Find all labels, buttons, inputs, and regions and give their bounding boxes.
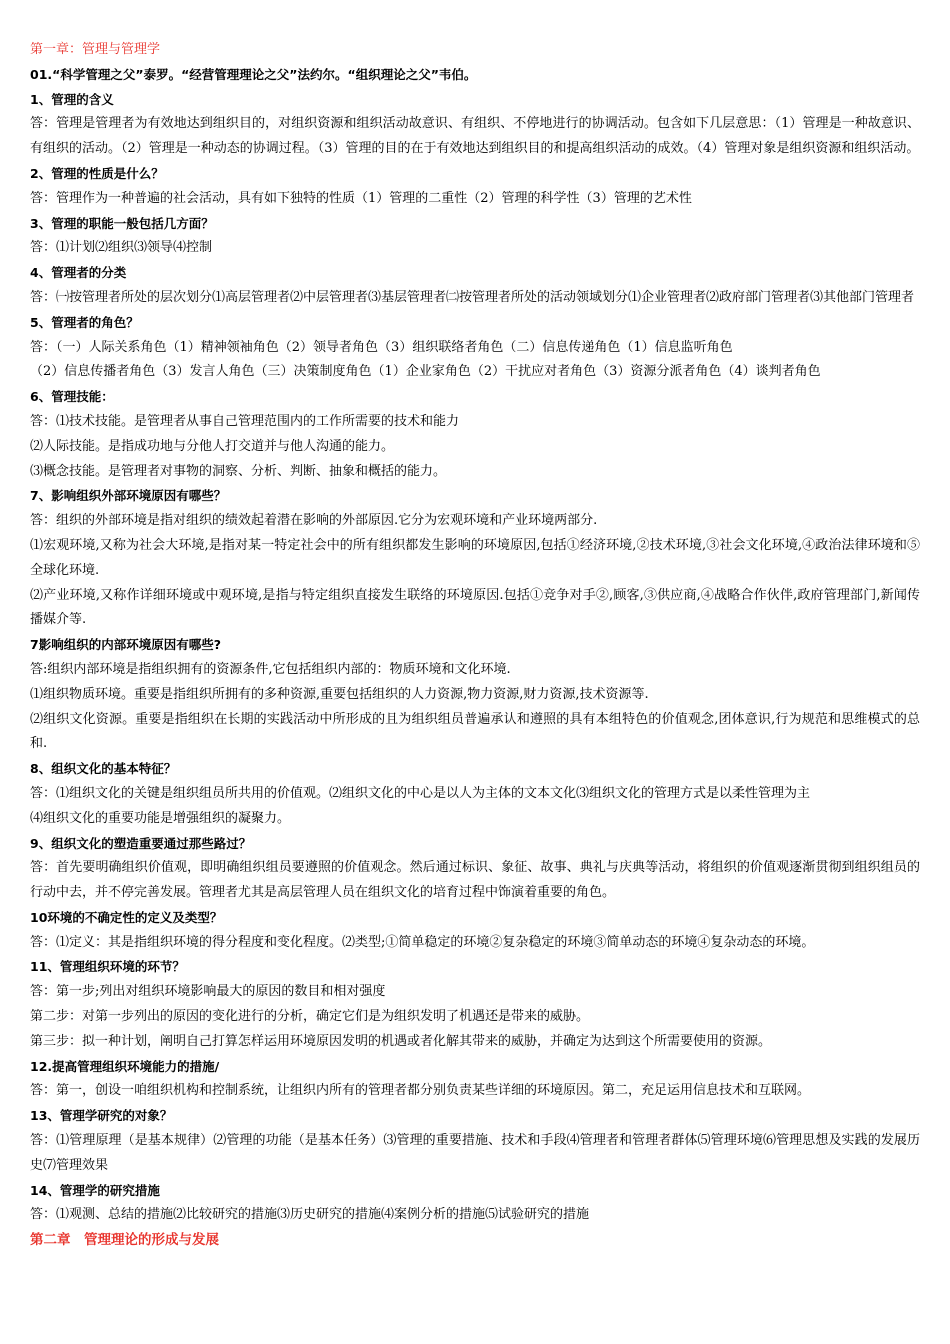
question-heading: 3、管理的职能一般包括几方面？ bbox=[30, 215, 214, 231]
answer-paragraph: ⑵组织文化资源。重要是指组织在长期的实践活动中所形成的且为组织组员普遍承认和遵照的具有本组特色的价值观念,团体意识,行为规范和思维模式的总和. bbox=[30, 711, 920, 752]
answer-paragraph: 第三步：拟一种计划，阐明自己打算怎样运用环境原因发明的机遇或者化解其带来的威胁，并确定为达到这个所需要使用的资源。 bbox=[30, 1033, 772, 1049]
question-heading: 10环境的不确定性的定义及类型？ bbox=[30, 909, 223, 925]
answer-paragraph: ⑴组织物质环境。重要是指组织所拥有的多种资源,重要包括组织的人力资源,物力资源,财力资源,技术资源等. bbox=[30, 686, 649, 702]
answer-paragraph: 答：⑴组织文化的关键是组织组员所共用的价值观。⑵组织文化的中心是以人为主体的文本文化⑶组织文化的管理方式是以柔性管理为主 bbox=[30, 785, 811, 801]
answer-paragraph: 答：管理是管理者为有效地达到组织目的，对组织资源和组织活动故意识、有组织、不停地进行的协调活动。包含如下几层意思：（1）管理是一种故意识、有组织的活动。（2）管理是一种动态的协调过程。（3）管理的目的在于有效地达到组织目的和提高组织活动的成效。（4）管理对象是组织资源和组织活动。 bbox=[30, 116, 920, 157]
question-heading: 1、管理的含义 bbox=[30, 91, 114, 107]
answer-paragraph: 答：㈠按管理者所处的层次划分⑴高层管理者⑵中层管理者⑶基层管理者㈡按管理者所处的活动领域划分⑴企业管理者⑵政府部门管理者⑶其他部门管理者 bbox=[30, 289, 915, 305]
chapter-1-title: 第一章：管理与管理学 bbox=[30, 42, 161, 57]
answer-paragraph: 答：⑴观测、总结的措施⑵比较研究的措施⑶历史研究的措施⑷案例分析的措施⑸试验研究的措施 bbox=[30, 1207, 590, 1223]
question-heading: 6、管理技能： bbox=[30, 389, 114, 405]
question-heading: 7影响组织的内部环境原因有哪些? bbox=[30, 637, 221, 653]
answer-paragraph: 答：管理作为一种普遍的社会活动，具有如下独特的性质（1）管理的二重性（2）管理的科学性（3）管理的艺术性 bbox=[30, 190, 692, 206]
answer-paragraph: ⑴宏观环境,又称为社会大环境,是指对某一特定社会中的所有组织都发生影响的环境原因,包括①经济环境,②技术环境,③社会文化环境,④政治法律环境和⑤全球化环境. bbox=[30, 537, 920, 578]
answer-paragraph: ⑵人际技能。是指成功地与分他人打交道并与他人沟通的能力。 bbox=[30, 438, 395, 454]
answer-paragraph: ⑶概念技能。是管理者对事物的洞察、分析、判断、抽象和概括的能力。 bbox=[30, 463, 447, 479]
question-heading: 14、管理学的研究措施 bbox=[30, 1182, 160, 1198]
qa-list bbox=[30, 63, 920, 1228]
answer-paragraph: ⑷组织文化的重要功能是增强组织的凝聚力。 bbox=[30, 810, 291, 826]
answer-paragraph: 答：⑴定义：其是指组织环境的得分程度和变化程度。⑵类型;①简单稳定的环境②复杂稳定的环境③简单动态的环境④复杂动态的环境。 bbox=[30, 934, 815, 950]
question-heading: 9、组织文化的塑造重要通过那些路过？ bbox=[30, 835, 252, 851]
answer-paragraph: 答:组织内部环境是指组织拥有的资源条件,它包括组织内部的：物质环境和文化环境. bbox=[30, 661, 511, 677]
question-heading: 5、管理者的角色？ bbox=[30, 314, 139, 330]
answer-paragraph: 答：第一步;列出对组织环境影响最大的原因的数目和相对强度 bbox=[30, 984, 386, 1000]
answer-paragraph: 答：首先要明确组织价值观，即明确组织组员要遵照的价值观念。然后通过标识、象征、故事、典礼与庆典等活动，将组织的价值观逐渐贯彻到组织组员的行动中去，并不停完善发展。管理者尤其是高层管理人员在组织文化的培育过程中饰演着重要的角色。 bbox=[30, 860, 920, 901]
question-heading: 8、组织文化的基本特征？ bbox=[30, 761, 177, 777]
question-heading: 11、管理组织环境的环节？ bbox=[30, 959, 185, 975]
question-heading: 13、管理学研究的对象？ bbox=[30, 1108, 173, 1124]
answer-paragraph: 答：⑴管理原理（是基本规律）⑵管理的功能（是基本任务）⑶管理的重要措施、技术和手段⑷管理者和管理者群体⑸管理环境⑹管理思想及实践的发展历史⑺管理效果 bbox=[30, 1133, 920, 1173]
question-heading: 12.提高管理组织环境能力的措施/ bbox=[30, 1058, 220, 1074]
document-body bbox=[30, 38, 920, 1253]
answer-paragraph: 答：第一，创设一咱组织机构和控制系统，让组织内所有的管理者都分别负责某些详细的环境原因。第二，充足运用信息技术和互联网。 bbox=[30, 1083, 811, 1099]
question-heading: 4、管理者的分类 bbox=[30, 265, 127, 281]
question-heading: 2、管理的性质是什么？ bbox=[30, 165, 164, 181]
chapter-2-title: 第二章 管理理论的形成与发展 bbox=[30, 1232, 219, 1249]
answer-paragraph: 答：（一）人际关系角色（1）精神领袖角色（2）领导者角色（3）组织联络者角色（二）信息传递角色（1）信息监听角色 bbox=[30, 339, 733, 355]
answer-paragraph: ⑵产业环境,又称作详细环境或中观环境,是指与特定组织直接发生联络的环境原因.包括①竞争对手②,顾客,③供应商,④战略合作伙伴,政府管理部门,新闻传播媒介等. bbox=[30, 587, 920, 628]
question-heading: 7、影响组织外部环境原因有哪些？ bbox=[30, 488, 227, 504]
answer-paragraph: 答：⑴计划⑵组织⑶领导⑷控制 bbox=[30, 240, 213, 256]
answer-paragraph: 答：⑴技术技能。是管理者从事自己管理范围内的工作所需要的技术和能力 bbox=[30, 413, 460, 429]
answer-paragraph: （2）信息传播者角色（3）发言人角色（三）决策制度角色（1）企业家角色（2）干扰应对者角色（3）资源分派者角色（4）谈判者角色 bbox=[30, 364, 821, 380]
answer-paragraph: 答：组织的外部环境是指对组织的绩效起着潜在影响的外部原因.它分为宏观环境和产业环境两部分. bbox=[30, 513, 598, 529]
answer-paragraph: 第二步：对第一步列出的原因的变化进行的分析，确定它们是为组织发明了机遇还是带来的威胁。 bbox=[30, 1009, 590, 1025]
question-heading: 01.“科学管理之父”泰罗。“经营管理理论之父”法约尔。“组织理论之父”韦伯。 bbox=[30, 66, 477, 82]
